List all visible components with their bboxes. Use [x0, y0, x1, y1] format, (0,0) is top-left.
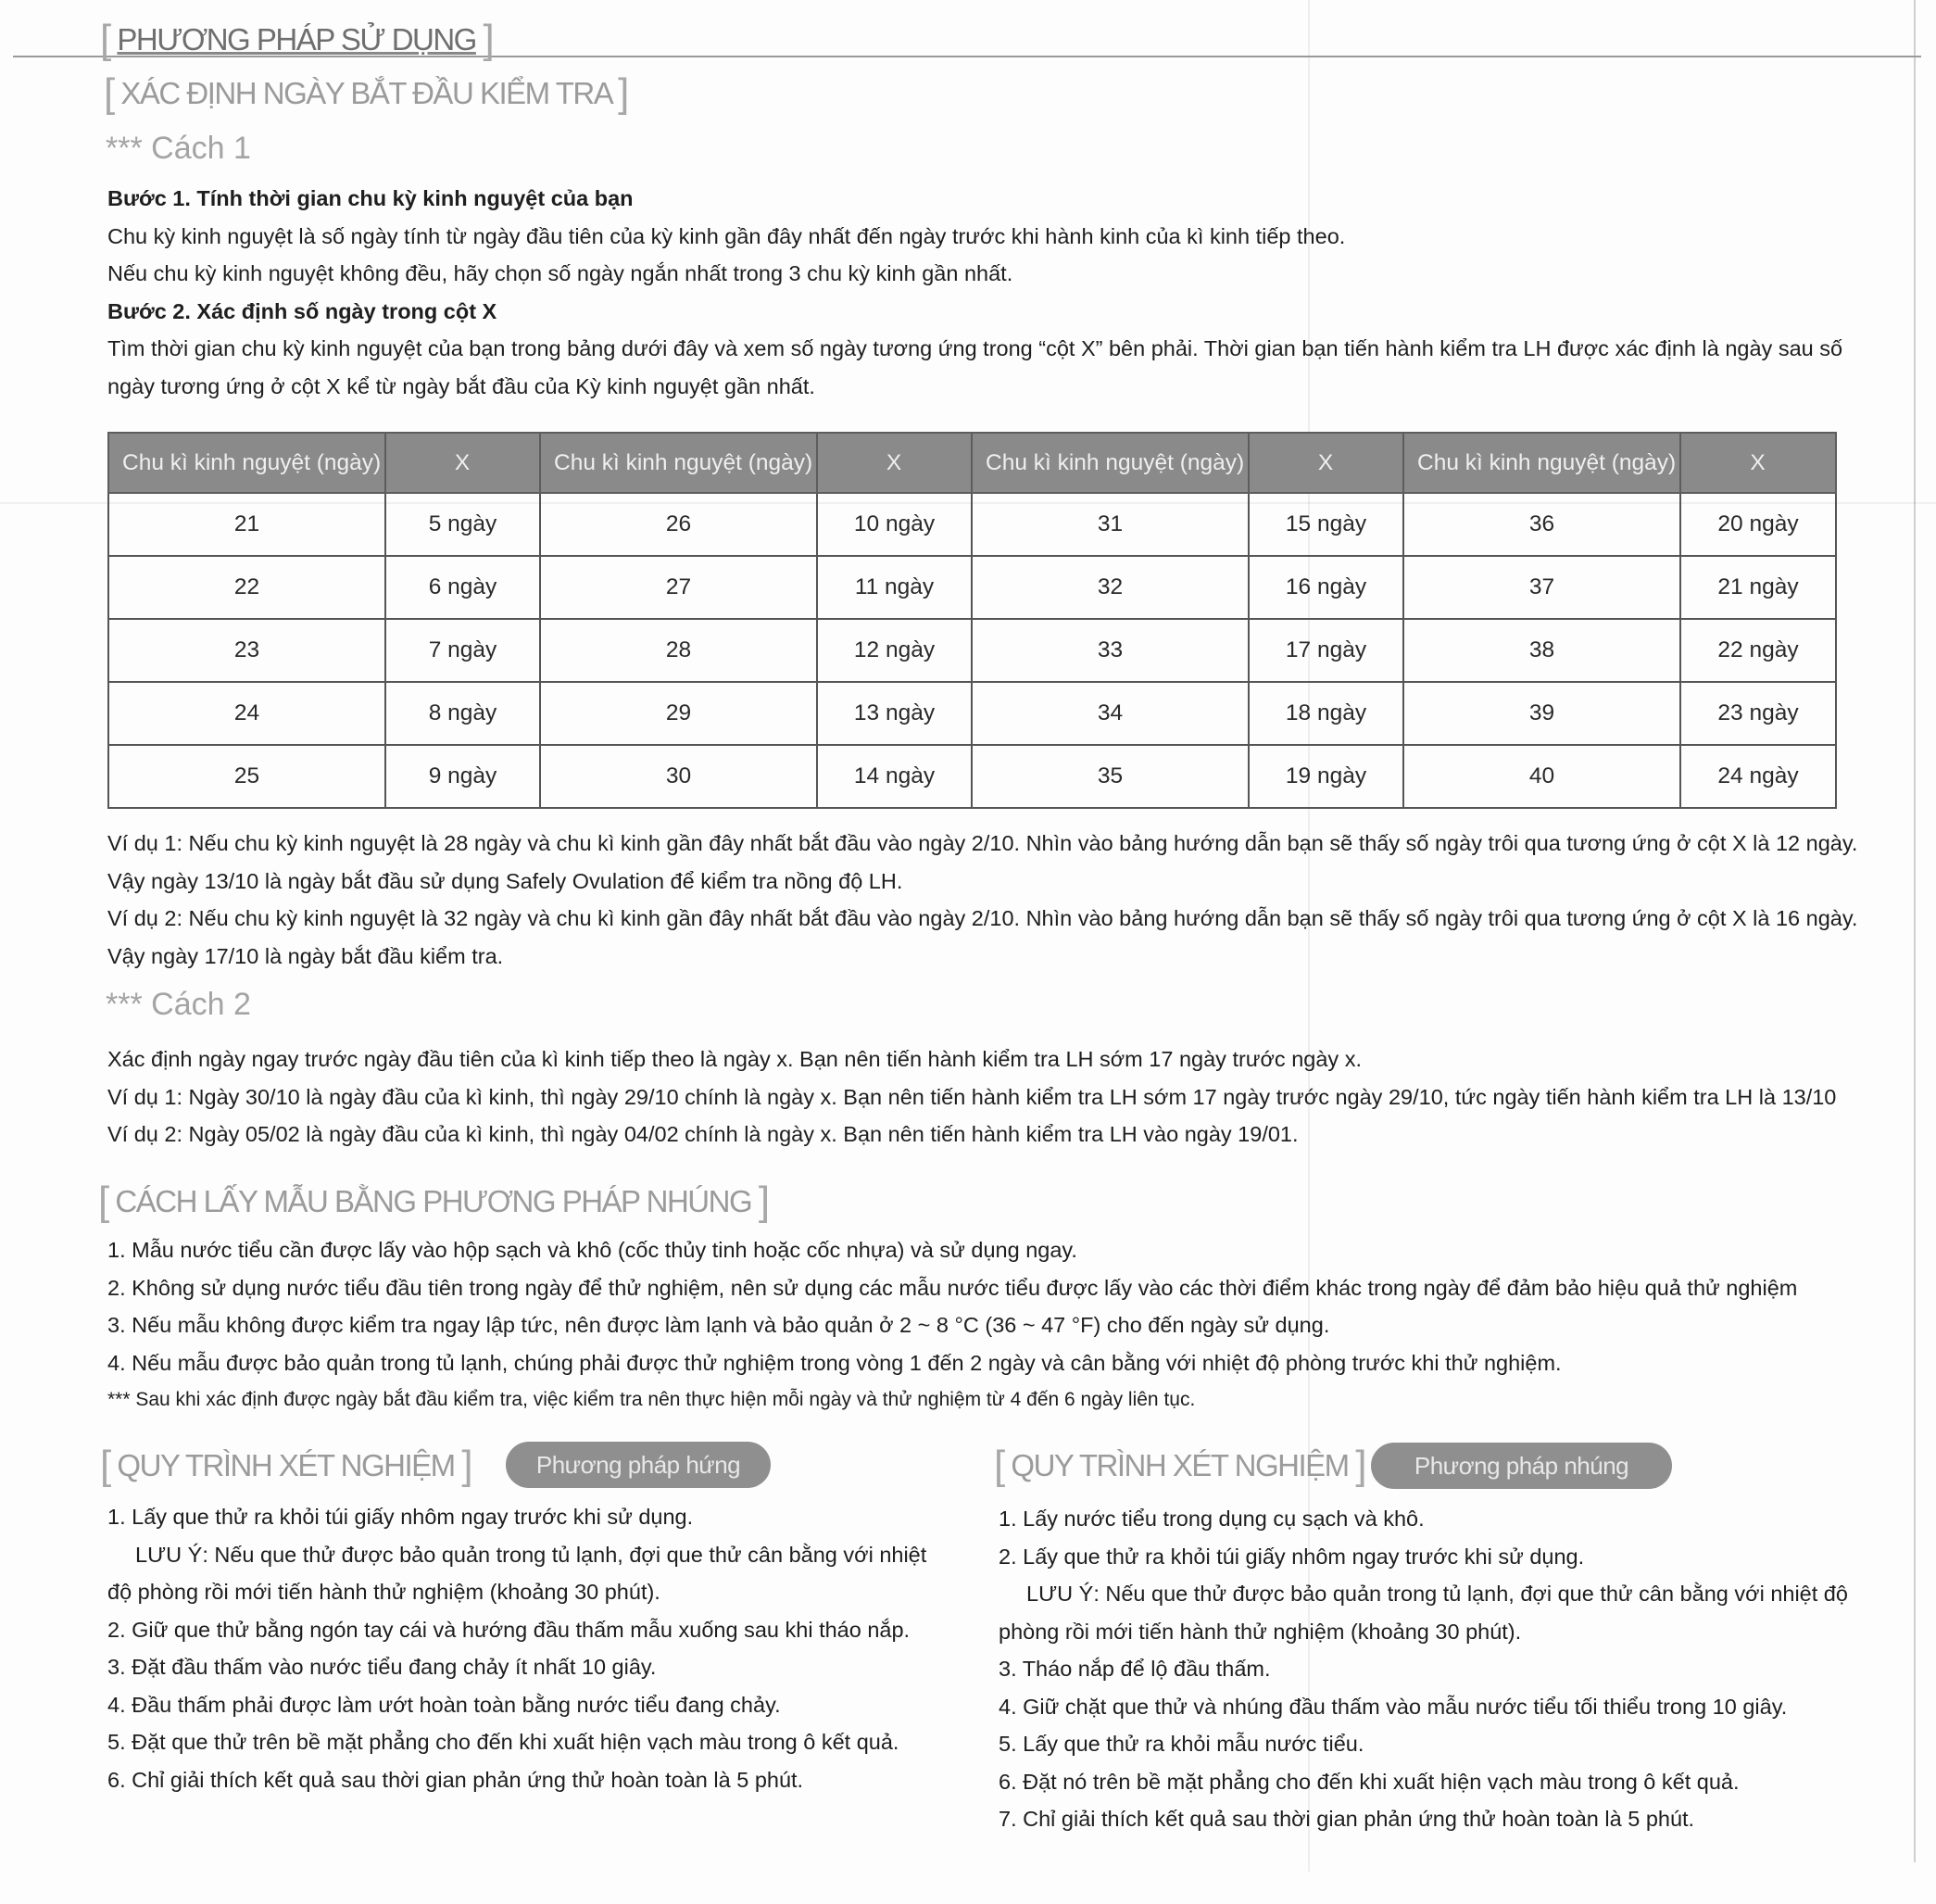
example-line: Ví dụ 2: Nếu chu kỳ kinh nguyệt là 32 ngày và chu kì kinh gần đây nhất bắt đầu vào ngày 2/10. Nhìn vào bảng hướng dẫn bạn sẽ thấy số ngày trôi qua tương ứng ở cột X là 16 ngày. [107, 906, 1858, 930]
table-cell: 24 ngày [1680, 745, 1836, 808]
table-cell: 22 [108, 556, 385, 619]
table-cell: 7 ngày [385, 619, 540, 682]
table-cell: 8 ngày [385, 682, 540, 745]
table-cell: 16 ngày [1249, 556, 1403, 619]
column-header-x: X [385, 433, 540, 493]
table-cell: 34 [972, 682, 1249, 745]
procedure-step: 4. Giữ chặt que thử và nhúng đầu thấm vào mẫu nước tiểu tối thiểu trong 10 giây. [999, 1694, 1788, 1719]
section-title-procedure-collect: [ QUY TRÌNH XÉT NGHIỆM ] [100, 1443, 472, 1488]
table-cell: 6 ngày [385, 556, 540, 619]
method2-body [107, 1040, 1886, 1154]
procedure-note: độ phòng rồi mới tiến hành thử nghiệm (khoảng 30 phút). [107, 1580, 660, 1604]
table-cell: 30 [540, 745, 817, 808]
table-cell: 19 ngày [1249, 745, 1403, 808]
table-cell: 5 ngày [385, 493, 540, 556]
method2-line: Xác định ngày ngay trước ngày đầu tiên của kì kinh tiếp theo là ngày x. Bạn nên tiến hành kiểm tra LH sớm 17 ngày trước ngày x. [107, 1047, 1362, 1071]
table-cell: 24 [108, 682, 385, 745]
table-cell: 9 ngày [385, 745, 540, 808]
sampling-line: 1. Mẫu nước tiểu cần được lấy vào hộp sạch và khô (cốc thủy tinh hoặc cốc nhựa) và sử dụng ngay. [107, 1238, 1077, 1262]
step1-title: Bước 1. Tính thời gian chu kỳ kinh nguyệt của bạn [107, 186, 634, 210]
column-header-x: X [817, 433, 972, 493]
procedure-step: 7. Chỉ giải thích kết quả sau thời gian phản ứng thử hoàn toàn là 5 phút. [999, 1807, 1695, 1831]
column-header-cycle: Chu kì kinh nguyệt (ngày) [1403, 433, 1680, 493]
table-cell: 32 [972, 556, 1249, 619]
table-cell: 25 [108, 745, 385, 808]
table-row [108, 745, 1836, 808]
table-cell: 36 [1403, 493, 1680, 556]
step2-title: Bước 2. Xác định số ngày trong cột X [107, 298, 497, 323]
table-cell: 31 [972, 493, 1249, 556]
method1-body [107, 180, 1886, 405]
section-title-procedure-dip: [ QUY TRÌNH XÉT NGHIỆM ] [994, 1443, 1366, 1488]
example-line: Ví dụ 1: Nếu chu kỳ kinh nguyệt là 28 ngày và chu kì kinh gần đây nhất bắt đầu vào ngày 2/10. Nhìn vào bảng hướng dẫn bạn sẽ thấy số ngày trôi qua tương ứng ở cột X là 12 ngày. [107, 831, 1858, 855]
procedure-dip-list [999, 1500, 1848, 1838]
table-cell: 23 ngày [1680, 682, 1836, 745]
table-cell: 26 [540, 493, 817, 556]
table-cell: 13 ngày [817, 682, 972, 745]
procedure-note: LƯU Ý: Nếu que thử được bảo quản trong tủ lạnh, đợi que thử cân bằng với nhiệt [135, 1542, 927, 1567]
procedure-step: 4. Đầu thấm phải được làm ướt hoàn toàn bằng nước tiểu đang chảy. [107, 1692, 781, 1717]
procedure-step: 1. Lấy que thử ra khỏi túi giấy nhôm ngay trước khi sử dụng. [107, 1505, 694, 1529]
column-header-x: X [1249, 433, 1403, 493]
method-badge-dip: Phương pháp nhúng [1371, 1443, 1672, 1489]
table-cell: 14 ngày [817, 745, 972, 808]
step2-line: Tìm thời gian chu kỳ kinh nguyệt của bạn trong bảng dưới đây và xem số ngày tương ứng trong “cột X” bên phải. Thời gian bạn tiến hành kiểm tra LH được xác định là ngày sau số [107, 336, 1843, 360]
procedure-step: 2. Giữ que thử bằng ngón tay cái và hướng đầu thấm mẫu xuống sau khi tháo nắp. [107, 1617, 911, 1642]
sampling-note: *** Sau khi xác định được ngày bắt đầu kiểm tra, việc kiểm tra nên thực hiện mỗi ngày và thử nghiệm từ 4 đến 6 ngày liên tục. [107, 1389, 1196, 1410]
table-row [108, 619, 1836, 682]
column-header-x: X [1680, 433, 1836, 493]
sampling-body [107, 1231, 1886, 1419]
cycle-table [107, 432, 1837, 809]
page-edge [1914, 0, 1916, 1862]
table-cell: 17 ngày [1249, 619, 1403, 682]
column-header-cycle: Chu kì kinh nguyệt (ngày) [540, 433, 817, 493]
section-title-sampling: [ CÁCH LẤY MẪU BẰNG PHƯƠNG PHÁP NHÚNG ] [98, 1179, 769, 1224]
sampling-line: 2. Không sử dụng nước tiểu đầu tiên trong ngày để thử nghiệm, nên sử dụng các mẫu nước tiểu được lấy vào các thời điểm khác trong ngày để đảm bảo hiệu quả thử nghiệm [107, 1275, 1798, 1300]
table-cell: 27 [540, 556, 817, 619]
column-header-cycle: Chu kì kinh nguyệt (ngày) [108, 433, 385, 493]
step1-line: Chu kỳ kinh nguyệt là số ngày tính từ ngày đầu tiên của kỳ kinh gần đây nhất đến ngày trước khi hành kinh của kì kinh tiếp theo. [107, 223, 1346, 248]
step1-line: Nếu chu kỳ kinh nguyệt không đều, hãy chọn số ngày ngắn nhất trong 3 chu kỳ kinh gần nhất. [107, 261, 1013, 285]
table-row [108, 682, 1836, 745]
sampling-line: 3. Nếu mẫu không được kiểm tra ngay lập tức, nên được làm lạnh và bảo quản ở 2 ~ 8 °C (36 ~ 47 °F) cho đến ngày sử dụng. [107, 1313, 1330, 1337]
table-cell: 40 [1403, 745, 1680, 808]
table-cell: 28 [540, 619, 817, 682]
method1-title: *** Cách 1 [106, 131, 251, 166]
procedure-note: LƯU Ý: Nếu que thử được bảo quản trong tủ lạnh, đợi que thử cân bằng với nhiệt độ [1026, 1582, 1848, 1606]
procedure-step: 6. Đặt nó trên bề mặt phẳng cho đến khi xuất hiện vạch màu trong ô kết quả. [999, 1769, 1740, 1794]
section-title-start-date: [ XÁC ĐỊNH NGÀY BẮT ĐẦU KIỂM TRA ] [104, 70, 628, 116]
method2-title: *** Cách 2 [106, 987, 251, 1022]
table-cell: 12 ngày [817, 619, 972, 682]
page-title: [ PHƯƠNG PHÁP SỬ DỤNG ] [100, 17, 494, 62]
table-header-row [108, 433, 1836, 493]
sampling-line: 4. Nếu mẫu được bảo quản trong tủ lạnh, chúng phải được thử nghiệm trong vòng 1 đến 2 ngày và cân bằng với nhiệt độ phòng trước khi thử nghiệm. [107, 1350, 1562, 1375]
table-row [108, 493, 1836, 556]
table-cell: 39 [1403, 682, 1680, 745]
table-cell: 38 [1403, 619, 1680, 682]
procedure-step: 1. Lấy nước tiểu trong dụng cụ sạch và khô. [999, 1507, 1425, 1531]
step2-line: ngày tương ứng ở cột X kể từ ngày bắt đầu của Kỳ kinh nguyệt gần nhất. [107, 373, 815, 398]
method-badge-collect: Phương pháp hứng [506, 1442, 771, 1488]
table-cell: 22 ngày [1680, 619, 1836, 682]
method1-examples [107, 825, 1886, 975]
procedure-step: 3. Tháo nắp để lộ đầu thấm. [999, 1657, 1271, 1681]
table-cell: 20 ngày [1680, 493, 1836, 556]
table-cell: 35 [972, 745, 1249, 808]
procedure-step: 3. Đặt đầu thấm vào nước tiểu đang chảy ít nhất 10 giây. [107, 1655, 657, 1679]
table-cell: 18 ngày [1249, 682, 1403, 745]
procedure-step: 5. Lấy que thử ra khỏi mẫu nước tiểu. [999, 1732, 1364, 1756]
table-cell: 37 [1403, 556, 1680, 619]
procedure-step: 2. Lấy que thử ra khỏi túi giấy nhôm ngay trước khi sử dụng. [999, 1544, 1585, 1569]
procedure-collect-list [107, 1498, 926, 1798]
procedure-step: 6. Chỉ giải thích kết quả sau thời gian phản ứng thử hoàn toàn là 5 phút. [107, 1767, 804, 1792]
procedure-note: phòng rồi mới tiến hành thử nghiệm (khoảng 30 phút). [999, 1619, 1522, 1644]
table-row [108, 556, 1836, 619]
table-cell: 15 ngày [1249, 493, 1403, 556]
procedure-step: 5. Đặt que thử trên bề mặt phẳng cho đến khi xuất hiện vạch màu trong ô kết quả. [107, 1730, 899, 1754]
method2-line: Ví dụ 2: Ngày 05/02 là ngày đầu của kì kinh, thì ngày 04/02 chính là ngày x. Bạn nên tiến hành kiểm tra LH vào ngày 19/01. [107, 1122, 1299, 1146]
table-cell: 23 [108, 619, 385, 682]
method2-line: Ví dụ 1: Ngày 30/10 là ngày đầu của kì kinh, thì ngày 29/10 chính là ngày x. Bạn nên tiến hành kiểm tra LH sớm 17 ngày trước ngày 29/10, tức ngày tiến hành kiểm tra LH là 13/10 [107, 1084, 1837, 1109]
example-line: Vậy ngày 17/10 là ngày bắt đầu kiểm tra. [107, 943, 504, 968]
table-cell: 33 [972, 619, 1249, 682]
column-header-cycle: Chu kì kinh nguyệt (ngày) [972, 433, 1249, 493]
table-cell: 11 ngày [817, 556, 972, 619]
example-line: Vậy ngày 13/10 là ngày bắt đầu sử dụng Safely Ovulation để kiểm tra nồng độ LH. [107, 868, 903, 893]
table-cell: 21 [108, 493, 385, 556]
table-cell: 21 ngày [1680, 556, 1836, 619]
table-cell: 10 ngày [817, 493, 972, 556]
table-cell: 29 [540, 682, 817, 745]
